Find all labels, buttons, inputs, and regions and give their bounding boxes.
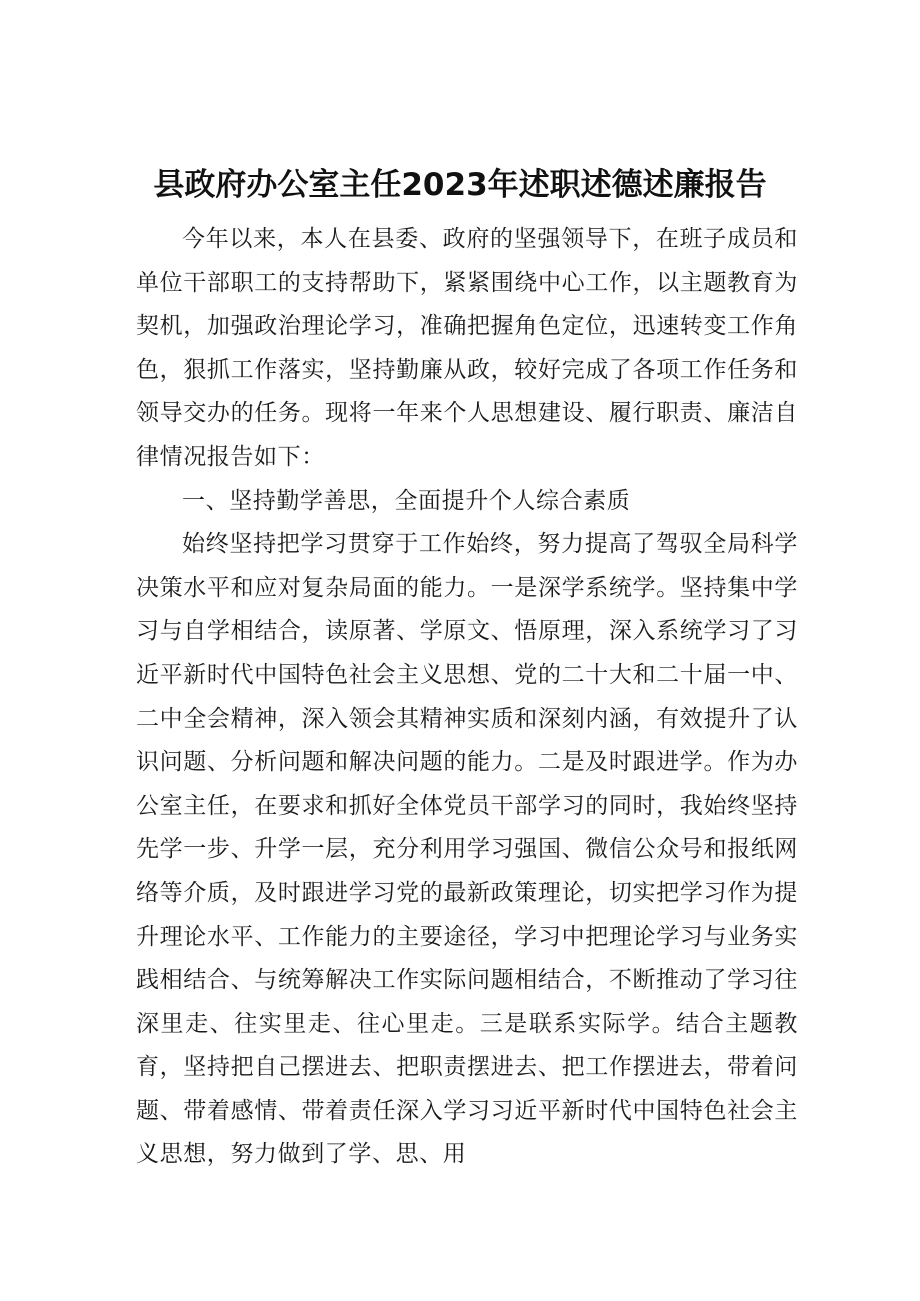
intro-paragraph: 今年以来，本人在县委、政府的坚强领导下，在班子成员和单位干部职工的支持帮助下，紧紧围绕中心工作，以主题教育为契机，加强政治理论学习，准确把握角色定位，迅速转变工作角色，狠抓工作落实，坚持勤廉从政，较好完成了各项工作任务和领导交办的任务。现将一年来个人思想建设、履行职责、廉洁自律情况报告如下： <box>136 226 798 470</box>
section-paragraph: 始终坚持把学习贯穿于工作始终，努力提高了驾驭全局科学决策水平和应对复杂局面的能力。一是深学系统学。坚持集中学习与自学相结合，读原著、学原文、悟原理，深入系统学习了习近平新时代中国特色社会主义思想、党的二十大和二十届一中、二中全会精神，深入领会其精神实质和深刻内涵，有效提升了认识问题、分析问题和解决问题的能力。二是及时跟进学。作为办公室主任，在要求和抓好全体党员干部学习的同时，我始终坚持先学一步、升学一层，充分利用学习强国、微信公众号和报纸网络等介质，及时跟进学习党的最新政策理论，切实把学习作为提升理论水平、工作能力的主要途径，学习中把理论学习与业务实践相结合、与统筹解决工作实际问题相结合，不断推动了学习往深里走、往实里走、往心里走。三是联系实际学。结合主题教育，坚持把自己摆进去、把职责摆进去、把工作摆进去，带着问题、带着感情、带着责任深入学习习近平新时代中国特色社会主义思想，努力做到了学、思、用 <box>136 531 798 1168</box>
document-body <box>136 218 798 1177</box>
section-heading: 一、坚持勤学善思，全面提升个人综合素质 <box>182 487 631 514</box>
document-title: 县政府办公室主任2023年述职述德述廉报告 <box>153 167 767 203</box>
